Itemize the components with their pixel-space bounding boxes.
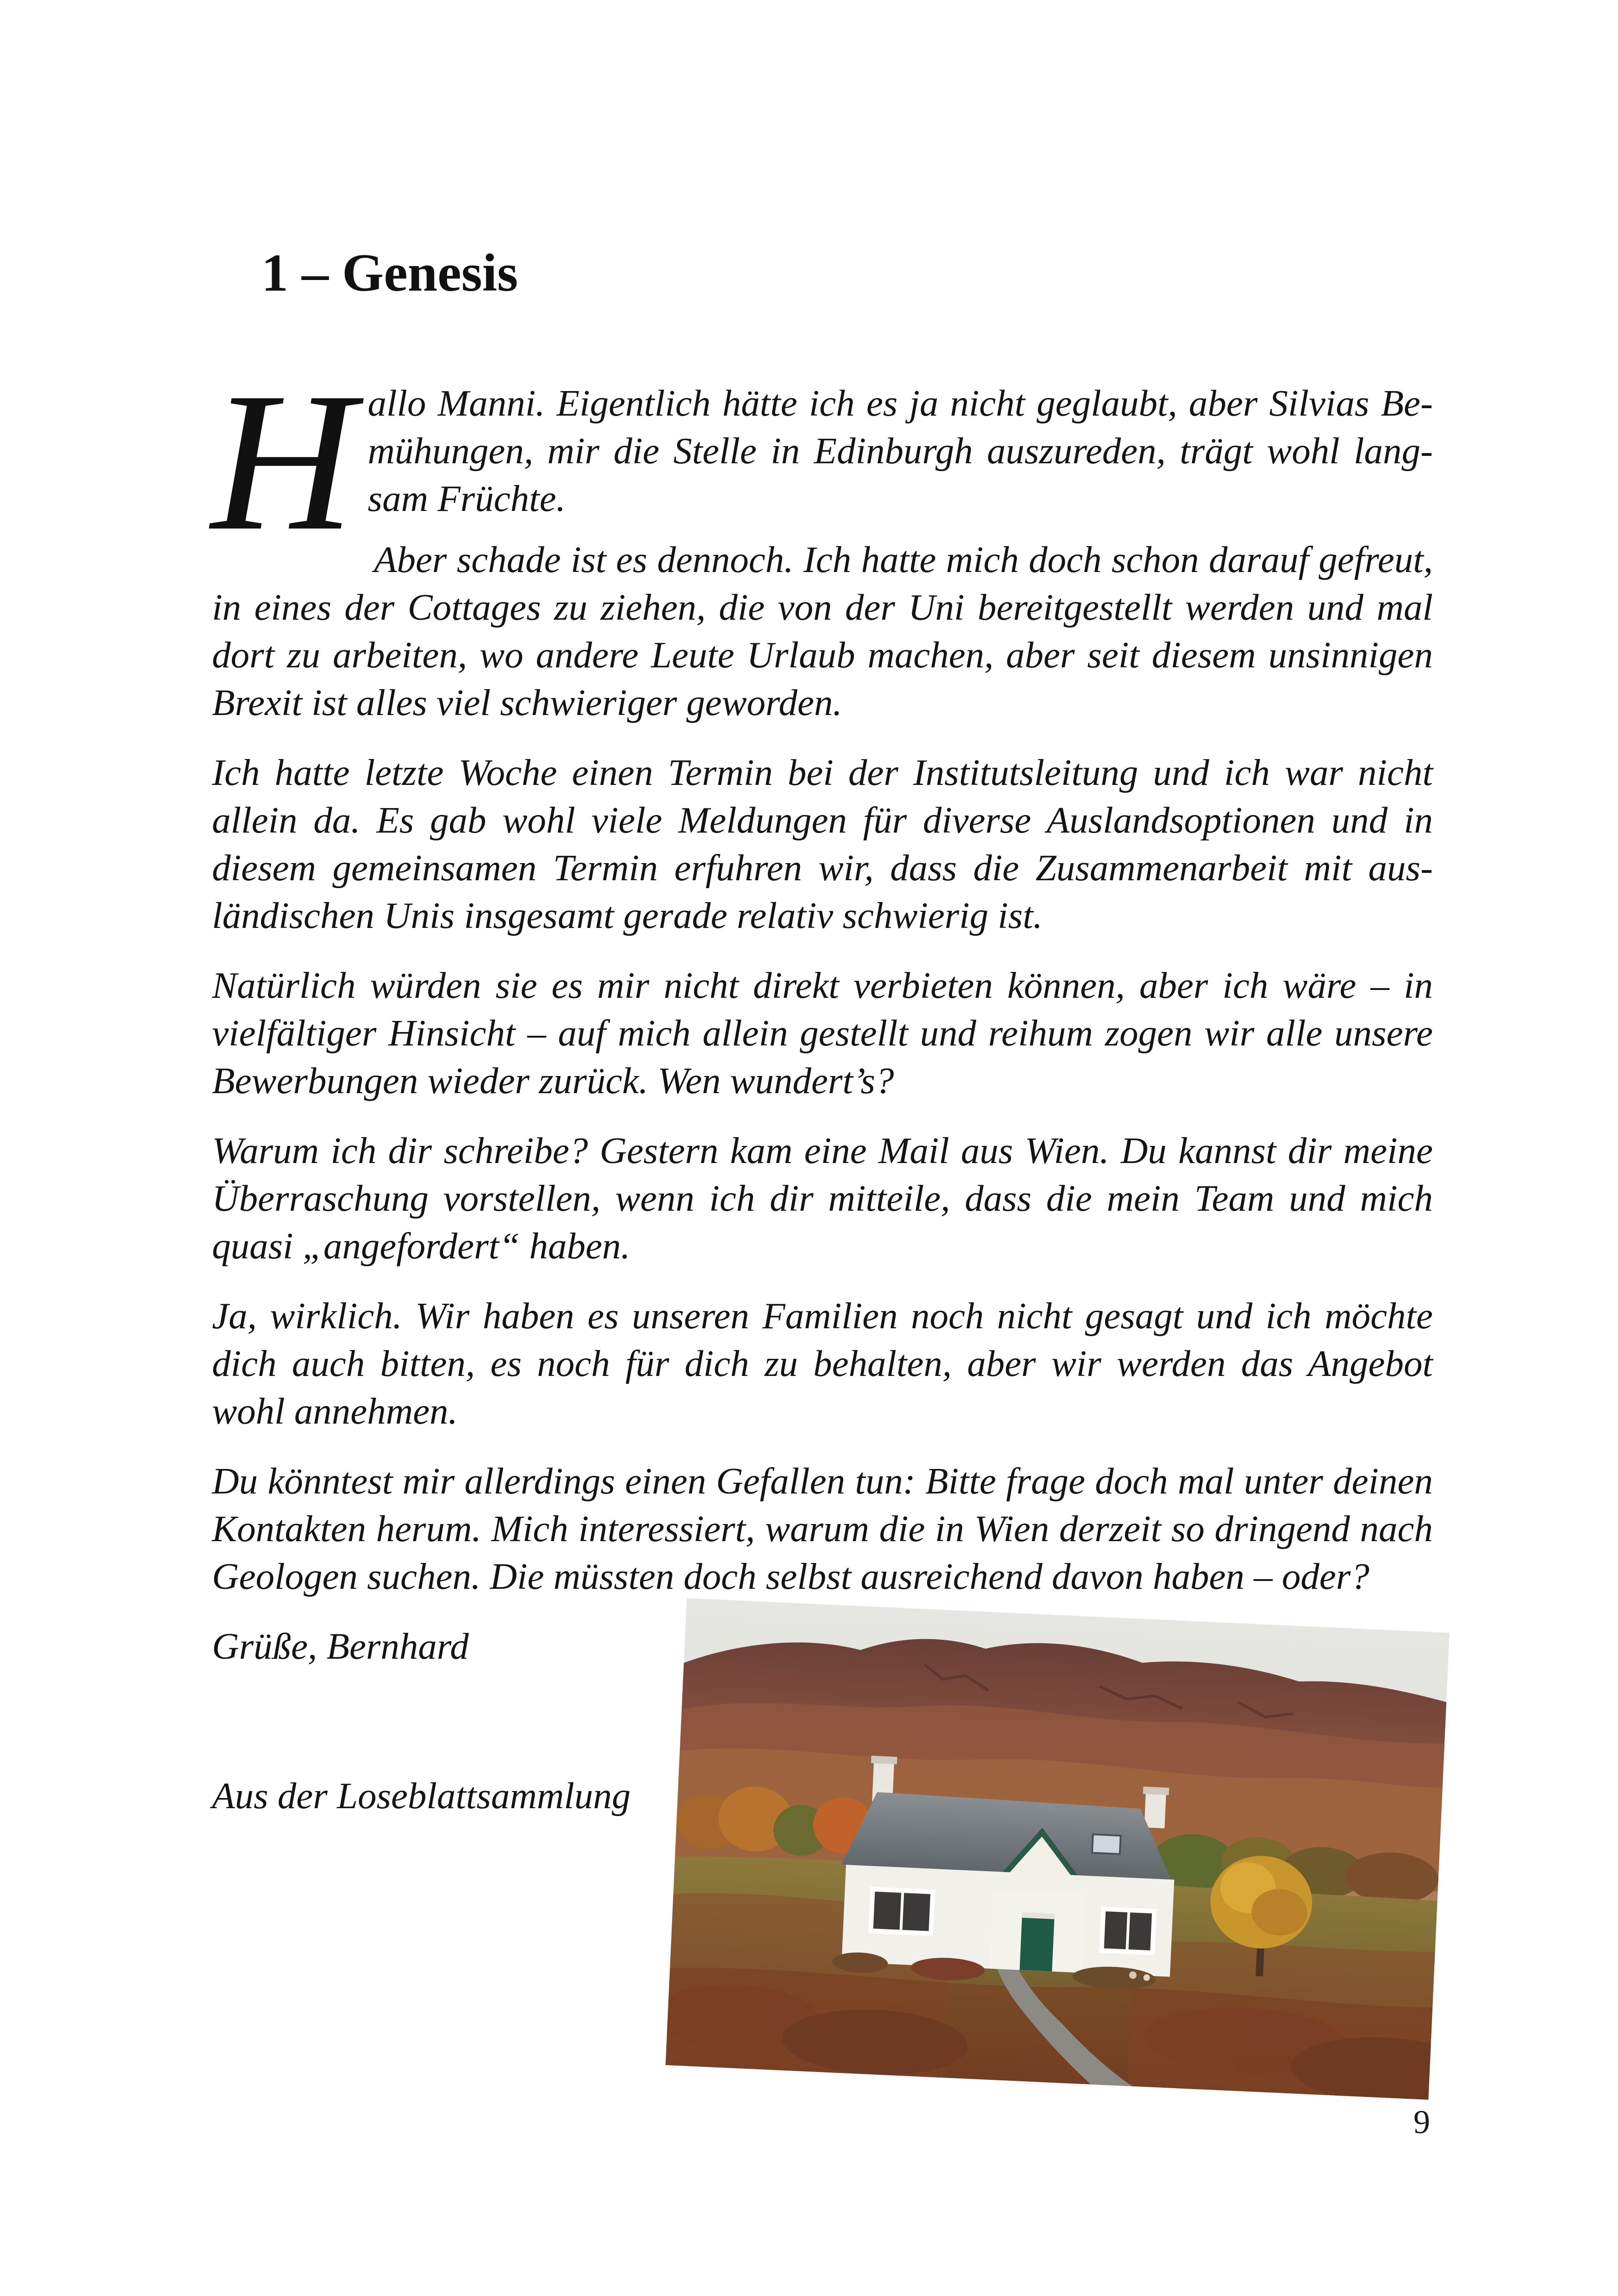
letter-paragraph-5: Warum ich dir schreibe? Gestern kam eine Mail aus Wien. Du kannst dir meine Überraschung vorstellen, wenn ich dir mitteile, dass die mein Team und mich quasi „angefordert“ haben. [212, 1130, 1433, 1267]
letter-paragraph-4: Natürlich würden sie es mir nicht direkt verbieten können, aber ich wäre – in vielfältiger Hinsicht – auf mich allein gestellt und reihum zogen wir alle unsere Bewerbungen wieder zurück. Wen wundert’s? [212, 964, 1433, 1101]
page-number: 9 [1413, 2103, 1430, 2140]
letter-paragraph-3: Ich hatte letzte Woche einen Termin bei der Institutsleitung und ich war nicht allein da. Es gab wohl viele Meldungen für diverse Auslandsoptionen und in diesem gemeinsamen Termin erfuhren wir, dass die Zusammenarbeit mit ausländischen Unis insgesamt gerade relativ schwierig ist. [212, 752, 1433, 936]
letter-paragraph-2: Aber schade ist es dennoch. Ich hatte mich doch schon darauf gefreut, in eines der Cottages zu ziehen, die von der Uni bereitgestellt werden und mal dort zu arbeiten, wo andere Leute Urlaub machen, aber seit diesem unsinnigen Brexit ist alles viel schwieriger geworden. [212, 539, 1433, 723]
letter-paragraph-1-text: allo Manni. Eigentlich hätte ich es ja nicht geglaubt, aber Silvias Bemühungen, mir die Stelle in Edinburgh auszureden, trägt wohl langsam Früchte. [367, 382, 1433, 519]
cottage-photo [666, 1598, 1450, 2100]
chapter-title: 1 – Genesis [261, 243, 518, 303]
drop-cap: H [211, 352, 355, 572]
letter-closing: Grüße, Bernhard [212, 1625, 469, 1667]
letter-paragraph-7: Du könntest mir allerdings einen Gefallen tun: Bitte frage doch mal unter deinen Kontakten herum. Mich interessiert, warum die in Wien derzeit so dringend nach Geologen suchen. Die müssten doch selbst ausreichend davon haben – oder? [212, 1460, 1433, 1597]
cottage-illustration [666, 1598, 1450, 2100]
source-note: Aus der Loseblattsammlung [212, 1775, 631, 1817]
letter-paragraph-6: Ja, wirklich. Wir haben es unseren Familien noch nicht gesagt und ich möchte dich auch bitten, es noch für dich zu behalten, aber wir werden das Angebot wohl annehmen. [212, 1295, 1433, 1432]
letter-paragraph-1 [211, 352, 1433, 572]
